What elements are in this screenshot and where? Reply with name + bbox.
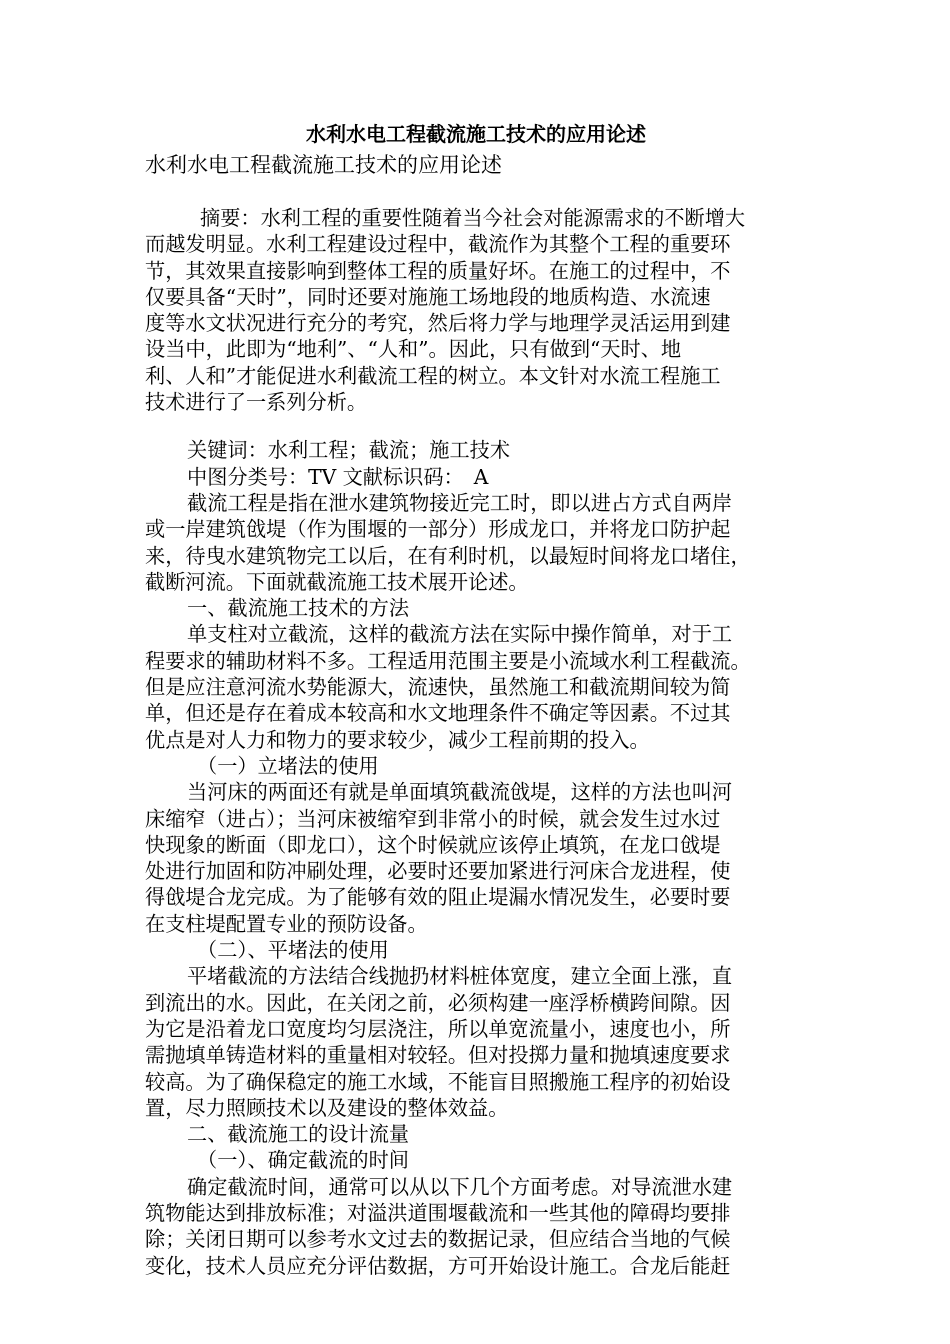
- section-line: 单支柱对立截流，这样的截流方法在实际中操作简单，对于工: [187, 622, 733, 647]
- subsection-line: 除；关闭日期可以参考水文过去的数据记录，但应结合当地的气候: [145, 1227, 731, 1252]
- section-line: 但是应注意河流水势能源大，流速快，虽然施工和截流期间较为简: [145, 675, 731, 700]
- subsection-line: 为它是沿着龙口宽度均匀层浇注，所以单宽流量小，速度也小，所: [145, 1016, 731, 1041]
- document-page: [145, 118, 807, 1279]
- section-line: 单，但还是存在着成本较高和水文地理条件不确定等因素。不过其: [145, 701, 731, 726]
- section-heading: 一、截流施工技术的方法: [187, 596, 410, 621]
- abstract-line: 利、人和”才能促进水利截流工程的树立。本文针对水流工程施工: [145, 363, 721, 388]
- subsection-line: 筑物能达到排放标准；对溢洪道围堰截流和一些其他的障碍均要排: [145, 1200, 731, 1225]
- document-subtitle: 水利水电工程截流施工技术的应用论述: [145, 153, 502, 177]
- metadata-block: [145, 437, 807, 490]
- section-line: 优点是对人力和物力的要求较少，减少工程前期的投入。: [145, 727, 650, 752]
- intro-line: 来，待曳水建筑物完工以后，在有利时机，以最短时间将龙口堵住，: [145, 543, 751, 568]
- subsection-line: 较高。为了确保稳定的施工水域，不能盲目照搬施工程序的初始设: [145, 1069, 731, 1094]
- abstract-line: 而越发明显。水利工程建设过程中，截流作为其整个工程的重要环: [145, 232, 731, 257]
- subsection-line: 平堵截流的方法结合线抛扔材料桩体宽度，建立全面上涨，直: [187, 964, 733, 989]
- document-title: 水利水电工程截流施工技术的应用论述: [306, 122, 646, 146]
- subsection-line: 处进行加固和防冲刷处理，必要时还要加紧进行河床合龙进程，使: [145, 859, 731, 884]
- section-1: [145, 595, 807, 753]
- subsection-line: 到流出的水。因此，在关闭之前，必须构建一座浮桥横跨间隙。因: [145, 990, 731, 1015]
- section-heading: 二、截流施工的设计流量: [187, 1122, 410, 1147]
- subsection-line: 快现象的断面（即龙口），这个时候就应该停止填筑，在龙口戗堤: [145, 832, 721, 857]
- abstract-line: 摘要：水利工程的重要性随着当今社会对能源需求的不断增大: [200, 206, 746, 230]
- subsection-line: 需抛填单铸造材料的重量相对较轻。但对投掷力量和抛填速度要求: [145, 1043, 731, 1068]
- subsection-heading: （一）、确定截流的时间: [197, 1148, 409, 1173]
- intro-line: 或一岸建筑戗堤（作为围堰的一部分）形成龙口，并将龙口防护起: [145, 517, 731, 542]
- abstract-line: 节，其效果直接影响到整体工程的质量好坏。在施工的过程中，不: [145, 258, 731, 283]
- intro-paragraph: [145, 490, 807, 595]
- subsection-2: [145, 937, 807, 1121]
- subsection-heading: （二）、平堵法的使用: [197, 938, 389, 963]
- section-2: [145, 1121, 807, 1279]
- abstract-line: 仅要具备“天时”，同时还要对施施工场地段的地质构造、水流速: [145, 284, 711, 309]
- abstract-paragraph: [145, 205, 807, 415]
- subsection-heading: （一）立堵法的使用: [197, 753, 379, 778]
- subsection-1: [145, 753, 807, 937]
- intro-line: 截流工程是指在泄水建筑物接近完工时，即以进占方式自两岸: [187, 490, 733, 515]
- subsection-line: 得戗堤合龙完成。为了能够有效的阻止堤漏水情况发生，必要时要: [145, 885, 731, 910]
- subsection-line: 变化，技术人员应充分评估数据，方可开始设计施工。合龙后能赶: [145, 1253, 731, 1278]
- subsection-line: 床缩窄（进占）；当河床被缩窄到非常小的时候，就会发生过水过: [145, 806, 721, 831]
- subsection-line: 确定截流时间，通常可以从以下几个方面考虑。对导流泄水建: [187, 1174, 733, 1199]
- abstract-line: 技术进行了一系列分析。: [145, 390, 368, 415]
- subsection-line: 当河床的两面还有就是单面填筑截流戗堤，这样的方法也叫河: [187, 780, 733, 805]
- subsection-line: 置，尽力照顾技术以及建设的整体效益。: [145, 1095, 509, 1120]
- abstract-line: 设当中，此即为“地利”、“人和”。因此，只有做到“天时、地: [145, 337, 682, 362]
- intro-line: 截断河流。下面就截流施工技术展开论述。: [145, 569, 529, 594]
- blank-line: [145, 415, 807, 437]
- section-line: 程要求的辅助材料不多。工程适用范围主要是小流域水利工程截流。: [145, 648, 751, 673]
- blank-line: [145, 180, 807, 205]
- classification-line: 中图分类号：TV 文献标识码： A: [187, 464, 489, 489]
- abstract-line: 度等水文状况进行充分的考究，然后将力学与地理学灵活运用到建: [145, 311, 731, 336]
- keywords-line: 关键词：水利工程；截流；施工技术: [187, 438, 511, 463]
- subsection-line: 在支柱堤配置专业的预防设备。: [145, 911, 428, 936]
